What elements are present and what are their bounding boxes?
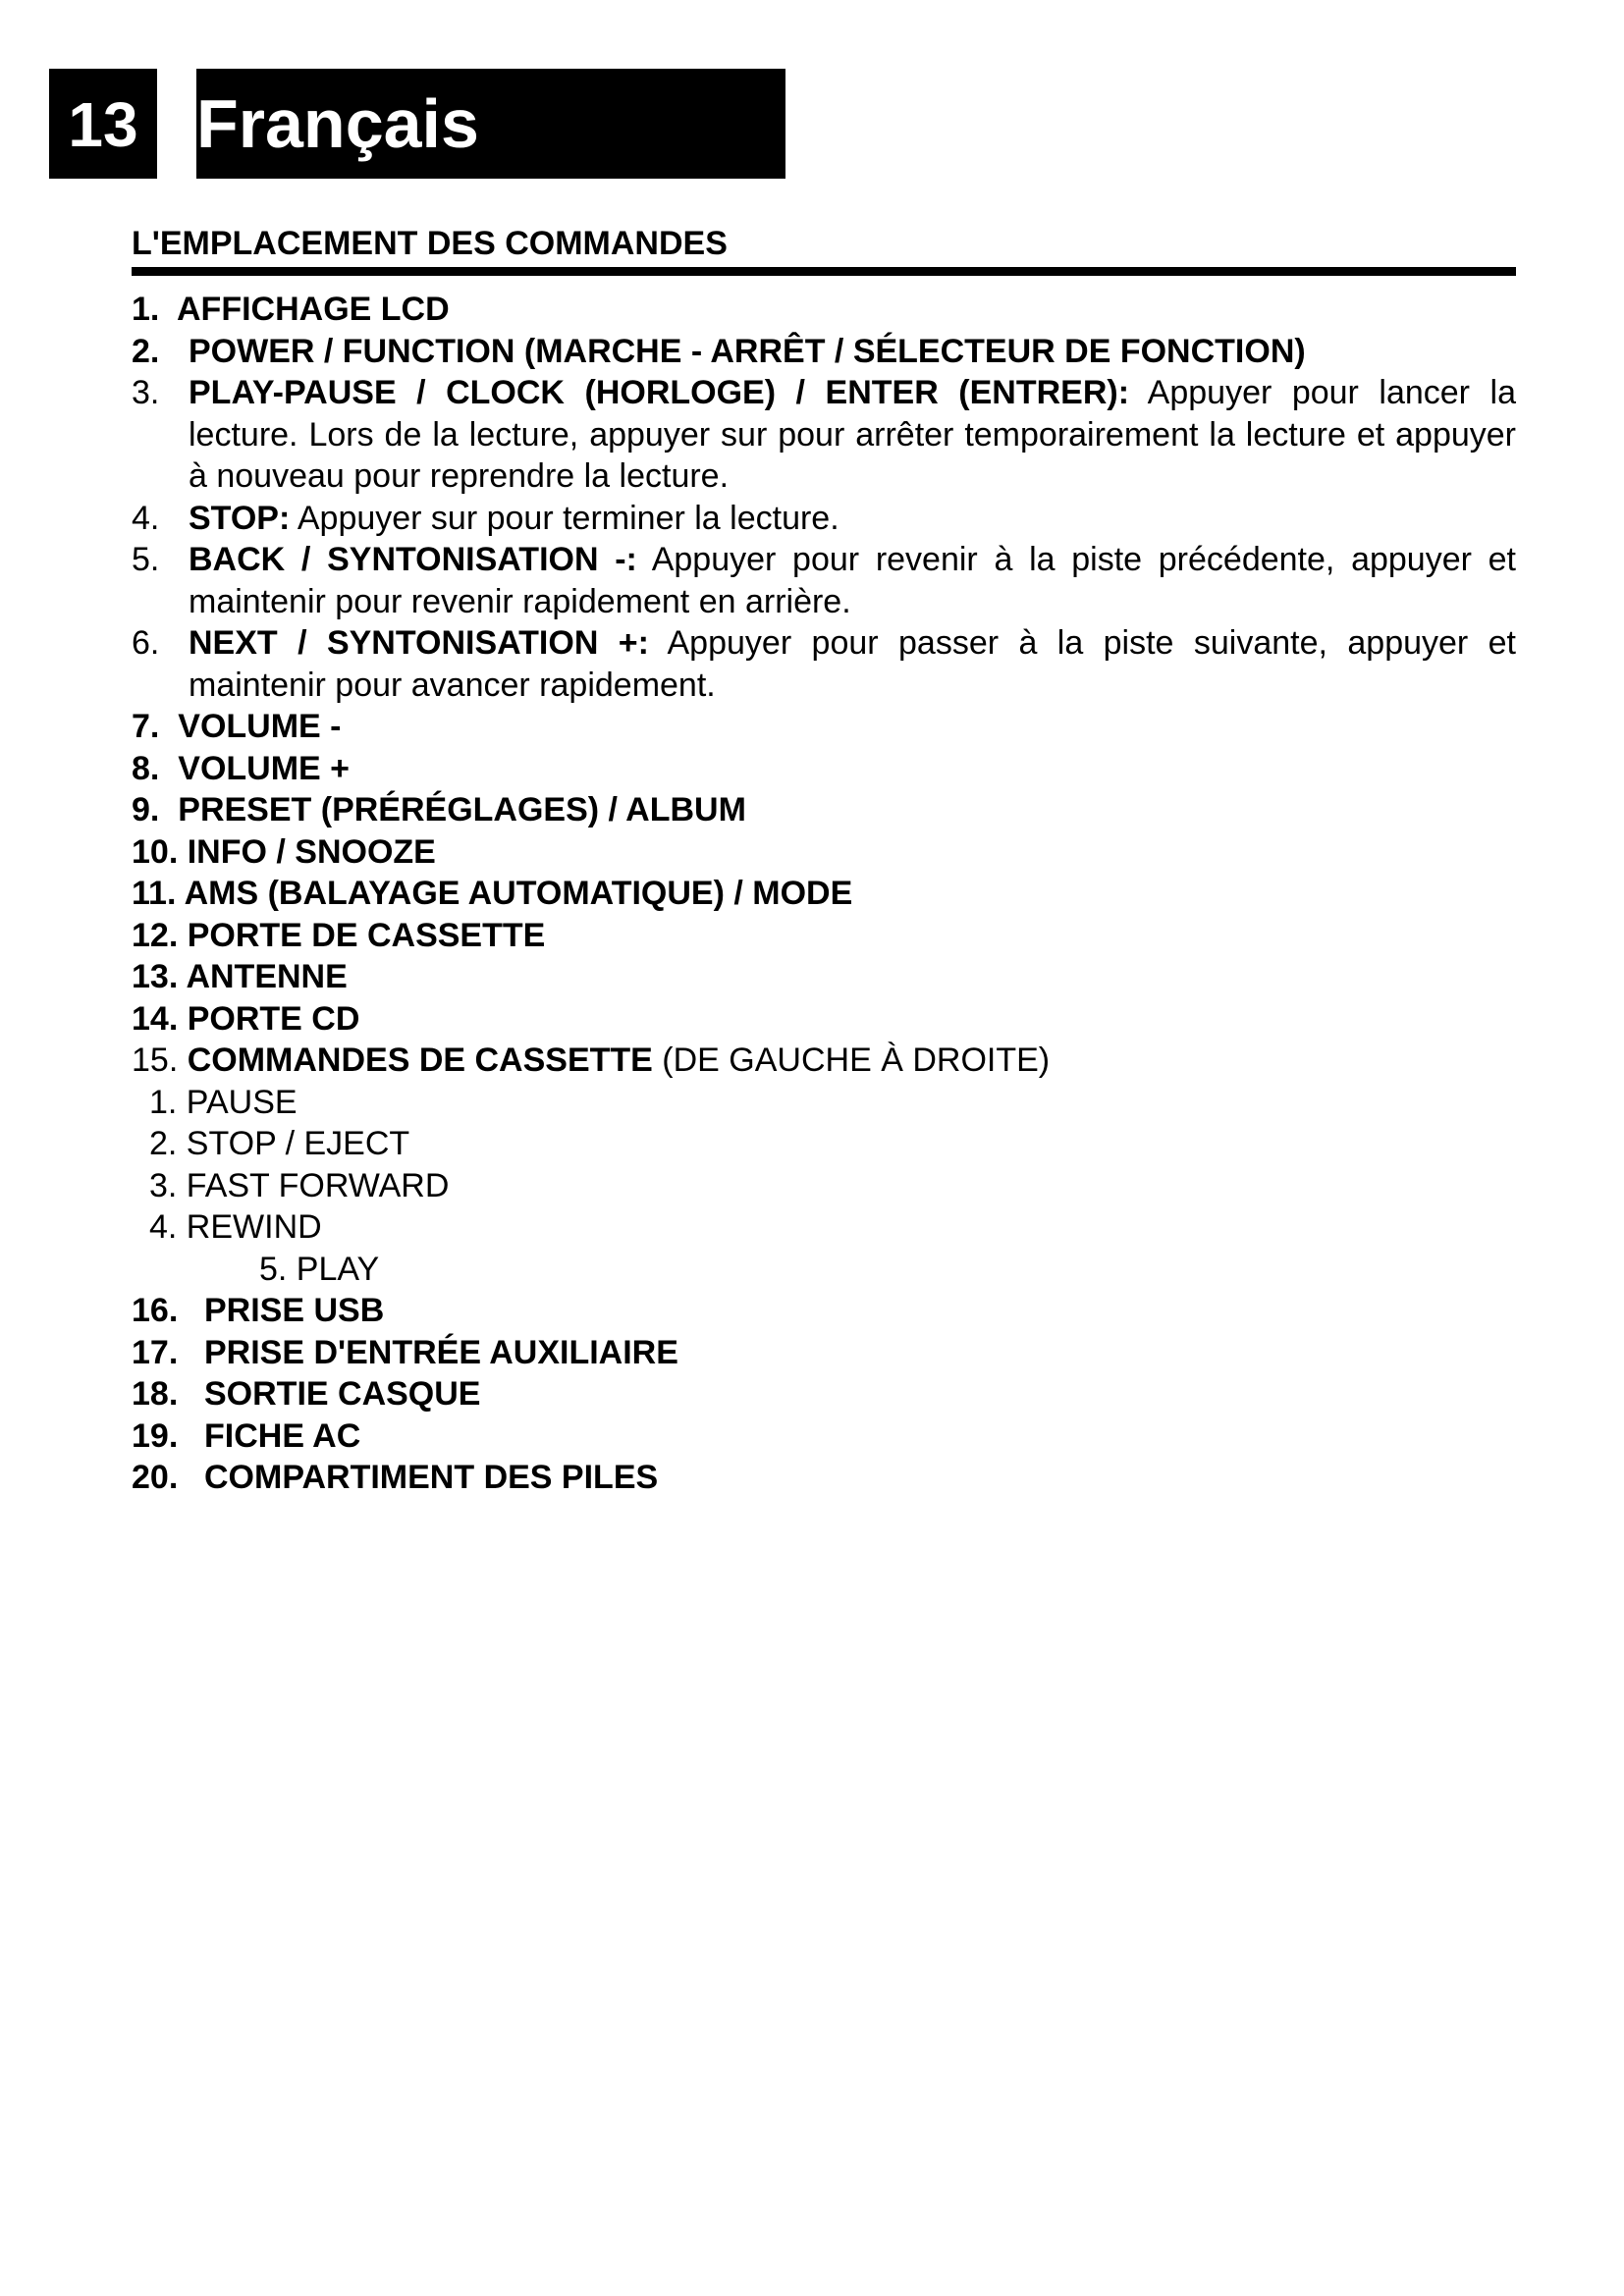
list-item (132, 539, 1516, 622)
item-label: POWER / FUNCTION (MARCHE - ARRÊT / SÉLECTEUR DE FONCTION) (189, 332, 1306, 370)
item-label: COMMANDES DE CASSETTE (187, 1041, 653, 1079)
item-number: 4. (132, 499, 160, 537)
item-number: 9. (132, 791, 160, 828)
list-item (132, 873, 1516, 915)
item-label: PRESET (PRÉRÉGLAGES) / ALBUM (178, 791, 746, 828)
list-item (132, 998, 1516, 1041)
list-item (132, 372, 1516, 498)
list-item (132, 498, 1516, 540)
item-label: STOP: (189, 499, 291, 537)
item-number: 11. (132, 875, 177, 912)
item-number: 6. (132, 624, 160, 662)
item-number: 12. (132, 916, 179, 954)
item-label: AFFICHAGE LCD (177, 291, 450, 328)
item-label: NEXT / SYNTONISATION +: (189, 624, 649, 662)
item-number: 18. (132, 1375, 179, 1413)
item-number: 15. (132, 1041, 179, 1079)
item-number: 3. (132, 374, 160, 411)
item-number: 19. (132, 1416, 179, 1455)
cassette-control-item: 5. PLAY (259, 1250, 380, 1288)
controls-list (132, 289, 1516, 1499)
item-number: 2. (132, 332, 160, 370)
list-item (132, 1415, 1516, 1458)
item-label: ANTENNE (186, 958, 348, 995)
item-description: Appuyer pour lancer la lecture. Lors de la lecture, appuyer sur pour arrêter temporairement la lecture et appuyer à nouveau pour reprendre la lecture. (189, 374, 1516, 495)
item-number: 1. (132, 291, 160, 328)
item-number: 13. (132, 958, 179, 995)
item-number: 20. (132, 1459, 179, 1496)
item-label: SORTIE CASQUE (204, 1375, 481, 1413)
heading-rule (132, 267, 1516, 276)
section-heading: L'EMPLACEMENT DES COMMANDES (132, 225, 728, 262)
language-banner (196, 69, 785, 179)
cassette-control-item: 2. STOP / EJECT (149, 1125, 410, 1162)
item-number: 17. (132, 1333, 179, 1371)
item-description: Appuyer sur pour terminer la lecture. (290, 499, 839, 537)
item-label: FICHE AC (204, 1416, 361, 1455)
list-item (132, 622, 1516, 706)
cassette-control-item: 3. FAST FORWARD (149, 1166, 450, 1204)
list-item (132, 748, 1516, 790)
list-item (132, 289, 1516, 331)
cassette-control-item: 1. PAUSE (149, 1083, 298, 1121)
list-item (132, 915, 1516, 957)
item-label: AMS (BALAYAGE AUTOMATIQUE) / MODE (184, 875, 853, 912)
item-label: BACK / SYNTONISATION -: (189, 541, 637, 578)
list-item (132, 1457, 1516, 1499)
item-number: 14. (132, 999, 179, 1038)
item-label: PORTE DE CASSETTE (187, 916, 546, 954)
item-label: PORTE CD (187, 999, 360, 1038)
item-label: VOLUME + (178, 749, 351, 787)
language-title: Français (196, 85, 479, 162)
item-description: Appuyer pour revenir à la piste précédente, appuyer et maintenir pour revenir rapidement en arrière. (189, 541, 1516, 620)
item-label: VOLUME - (178, 708, 342, 745)
item-number: 16. (132, 1292, 179, 1329)
cassette-control-item: 4. REWIND (149, 1208, 322, 1246)
list-item (132, 831, 1516, 874)
item-label: PLAY-PAUSE / CLOCK (HORLOGE) / ENTER (ENTRER): (189, 374, 1130, 411)
item-label: COMPARTIMENT DES PILES (204, 1459, 659, 1496)
item-description: Appuyer pour passer à la piste suivante, appuyer et maintenir pour avancer rapidement. (189, 624, 1517, 704)
item-number: 7. (132, 708, 160, 745)
list-item (132, 1332, 1516, 1374)
item-number: 5. (132, 541, 160, 578)
item-number: 10. (132, 832, 179, 871)
item-number: 8. (132, 749, 160, 787)
item-description: (DE GAUCHE À DROITE) (652, 1041, 1051, 1079)
list-item (132, 1290, 1516, 1332)
list-item (132, 331, 1516, 373)
page-number: 13 (68, 89, 138, 160)
item-label: PRISE USB (204, 1292, 385, 1329)
list-item (132, 706, 1516, 748)
item-label: PRISE D'ENTRÉE AUXILIAIRE (204, 1333, 678, 1371)
page-number-badge (49, 69, 157, 179)
list-item (132, 1373, 1516, 1415)
list-item (132, 1040, 1516, 1082)
list-item (132, 789, 1516, 831)
list-item (132, 956, 1516, 998)
item-label: INFO / SNOOZE (187, 832, 436, 871)
